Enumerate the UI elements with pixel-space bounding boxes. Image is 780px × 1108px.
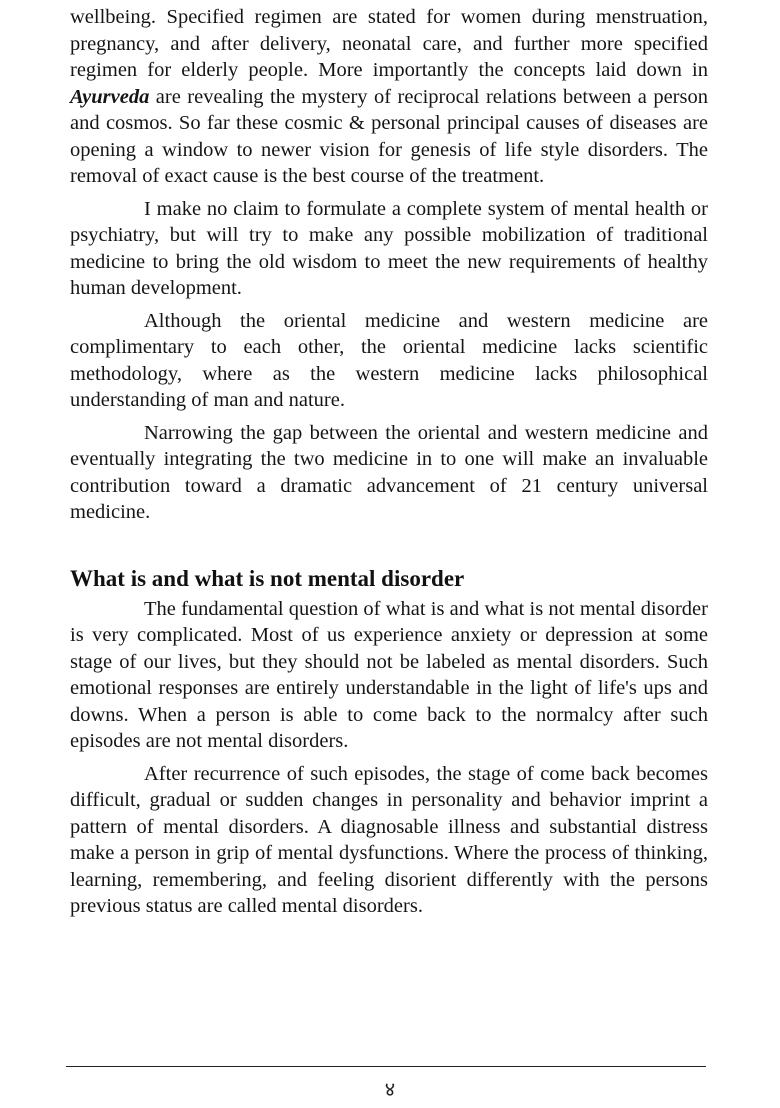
paragraph-oriental-western: Although the oriental medicine and western medicine are complimentary to each other, the oriental medicine lacks scientific methodology, where as the western medicine lacks philosophical understanding of man and nature. xyxy=(70,309,708,411)
section-heading: What is and what is not mental disorder xyxy=(70,565,465,591)
paragraph-no-claim: I make no claim to formulate a complete system of mental health or psychiatry, but will try to make any possible mobilization of traditional medicine to bring the old wisdom to meet the new requirements of healthy human development. xyxy=(70,197,708,299)
paragraph-fundamental-question: The fundamental question of what is and what is not mental disorder is very complicated. Most of us experience anxiety or depression at some stage of our lives, but they should not be labeled as mental disorders. Such emotional responses are entirely understandable in the light of life's ups and downs. When a person is able to come back to the normalcy after such episodes are not mental disorders. xyxy=(70,597,708,752)
ayurveda-term: Ayurveda xyxy=(70,85,150,108)
paragraph-wellbeing xyxy=(70,0,708,190)
footer-divider xyxy=(66,1066,706,1067)
paragraph-text: wellbeing. Specified regimen are stated for women during menstruation, pregnancy, and after delivery, neonatal care, and further more specified regimen for elderly people. More importantly the concepts laid down in xyxy=(70,6,708,81)
paragraph-narrowing-gap: Narrowing the gap between the oriental and western medicine and eventually integrating the two medicine in to one will make an invaluable contribution toward a dramatic advancement of 21 century universal medicine. xyxy=(70,421,708,523)
paragraph-text: are revealing the mystery of reciprocal relations between a person and cosmos. So far these cosmic & personal principal causes of diseases are opening a window to newer vision for genesis of life style disorders. The removal of exact cause is the best course of the treatment. xyxy=(70,85,708,187)
page-body xyxy=(70,0,708,920)
page-number: ४ xyxy=(384,1079,396,1101)
paragraph-recurrence: After recurrence of such episodes, the stage of come back becomes difficult, gradual or sudden changes in personality and behavior imprint a pattern of mental disorders. A diagnosable illness and substantial distress make a person in grip of mental dysfunctions. Where the process of thinking, learning, remembering, and feeling disorient differently with the persons previous status are called mental disorders. xyxy=(70,762,708,917)
